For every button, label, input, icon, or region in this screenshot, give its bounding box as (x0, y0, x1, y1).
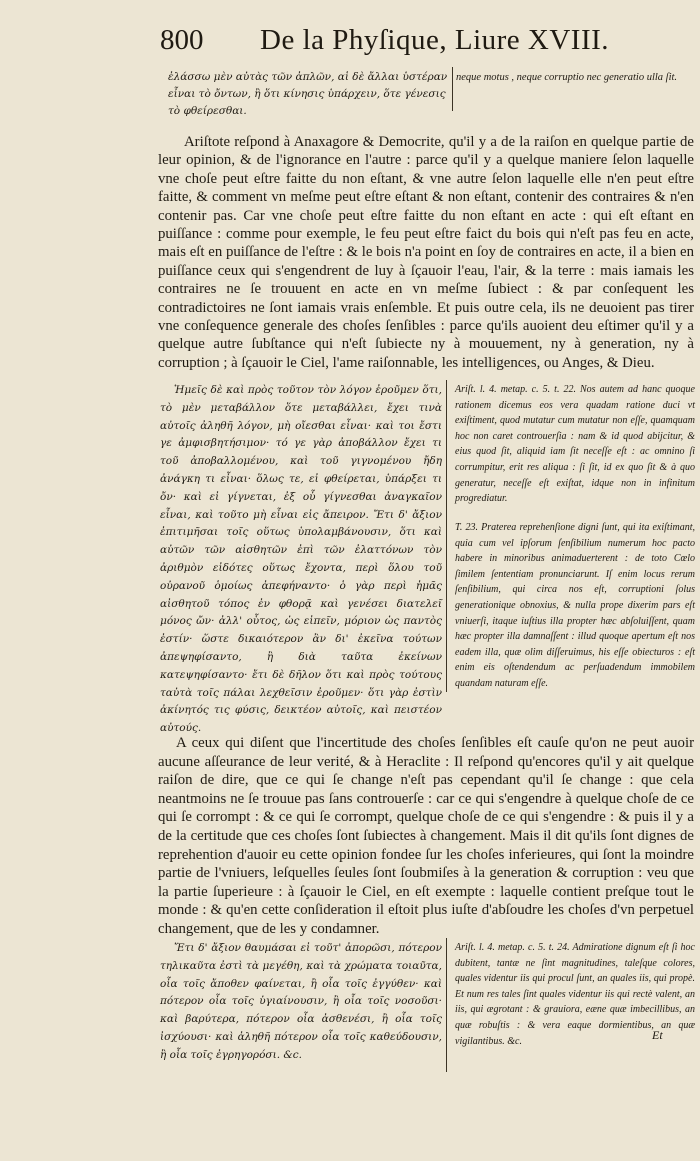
catchword: Et (652, 1028, 663, 1042)
running-header (160, 24, 680, 68)
latin-note-t23: T. 23. Praterea reprehenſione digni ſunt, qui ita exiſtimant, quia cum vel ipſorum ſenſibilium numerum hoc pacto habere in minoribus animaduerterent : de toto Cœlo ſimilem ſententiam pronunciarunt. Iſ enim locus rerum ſenſibilium, qui circa nos eſt, corruptioni ſolus generationique obnoxius, & nulla prope dixerim pars eſt vniuerſi, itaque iuſtius illa propter hæc abſoluiſſent, quam hæc propter illa damnaſſent : illud quoque apertum eſt nos eadem illa, quæ olim diſſeruimus, his eſſe obiecturos : eſt enim eis oſtendendum ac perſuadendum immobilem quandam naturam eſſe. (455, 522, 695, 689)
french-paragraph-2: A ceux qui diſent que l'incertitude des choſes ſenſibles eſt cauſe qu'on ne peut auoir aucune aſſeurance de leur verité, & à Heraclite : Il reſpond qu'encores qu'il y ait quelque raiſon de dire, que ce qui ſe change n'eſt pas cependant qu'il ſe change : que cela neantmoins ne ſe trouue pas ſans controuerſe : car ce qui s'engendre à quelque choſe de ce qui ſe corrompt : & ce qui ſe corrompt, quelque choſe de ce qui s'engendre : & puis il y a de la certitude que ces choſes ſont ſubiectes à changement. Mais il dit qu'ils ſont dignes de reprehention d'auoir eu cette opinion fondee ſur les choſes inferieures, qui ſont la moindre partie de l'vniuers, leſquelles ſeules ſont ſoubmiſes à la generation & corruption : veu que la partie ſuperieure : à ſçauoir le Ciel, en eſt exempte : laquelle contient preſque tout le monde : & qu'en cette conſideration il eſtoit plus iuſte d'abſoudre les choſes d'vn perpetuel changement, que de les y condamner. (158, 735, 694, 937)
latin-note-t22: Ariſt. l. 4. metap. c. 5. t. 22. Nos autem ad hanc quoque rationem dicemus eos vera quadam ratione duci vt exiſtiment, quod mutatur cum mutatur non eſſe, quamquam hoc non caret controuerſia : nam & id quod abijcitur, & eius quod ſit, aliquid iam ſit neceſſe eſt : ac omnino ſi corrumpitur, erit res aliqua : ſi ſit, id ex quo ſit & à quo generatur, neceſſe eſt exiſtat, idque non in infinitum progrediatur. (455, 384, 695, 505)
column-rule-top (452, 67, 453, 111)
greek-text-bottom: Ἔτι δ' ἄξιον θαυμάσαι εἰ τοῦτ' ἀπορῶσι, πότερον τηλικαῦτα ἐστὶ τὰ μεγέθη, καὶ τὰ χρώματα τοιαῦτα, οἷα τοῖς ἄποθεν φαίνεται, ἢ οἷα τοῖς ἐγγύθεν· καὶ πότερον οἷα τοῖς ὑγιαίνουσιν, ἢ οἷα τοῖς νοσοῦσι· καὶ βαρύτερα, πότερον οἷα ἀσθενέσι, ἢ οἷα τοῖς ἰσχύουσι· καὶ ἀληθῆ πότερον οἷα τοῖς καθεύδουσιν, ἢ οἷα τοῖς ἐγρηγορόσι. &c. (160, 942, 442, 1061)
greek-text-top: ἐλάσσω μὲν αὐτὰς τῶν ἀπλῶν, αἱ δὲ ἄλλαι ὑστέραν εἶναι τὸ ὄντων, ἢ ὅτι κίνησις ὑπάρχειν, ὅτε γένεσις τὸ φθείρεσθαι. (168, 71, 448, 117)
latin-text-top: neque motus , neque corruptio nec generatio ulla ſit. (456, 72, 678, 83)
latin-note-t24: Ariſt. l. 4. metap. c. 5. t. 24. Admiratione dignum eſt ſi hoc dubitent, tantæ ne ſint magnitudines, taleſque colores, quales videntur iis qui procul ſunt, an quales iis, qui propè. Et num res tales ſint quales videntur iis qui rectè valent, an iis, qui ægrotant : & grauiora, eæne quæ imbecillibus, an quæ robuſtis : & vera eaque dormientibus, an quæ vigilantibus. &c. (455, 942, 695, 1047)
page-number: 800 (160, 24, 204, 56)
french-paragraph-1: Ariſtote reſpond à Anaxagore & Democrite, qu'il y a de la raiſon en quelque partie de leur opinion, & de l'ignorance en l'autre : parce qu'il y a quelque maniere ſelon laquelle vne choſe peut eſtre faitte du non eſtant, & vne autre ſelon laquelle elle n'en peut eſtre faitte, & comment vn meſme peut eſtre eſtant & non eſtant, contenir des contraires & n'en contenir pas. Car vne choſe peut eſtre faitte du non eſtant en acte : qui eſt eſtant en puiſſance : comme pour exemple, le feu peut eſtre faict du bois qui n'eſt pas feu en acte, mais eſt en puiſſance de l'eſtre : & le bois n'a point en ſoy de contraires en acte, il a bien en puiſſance ceux qui s'engendrent de luy à ſçauoir l'eau, l'air, & la terre : mais iamais les contraires ne ſe trouuent en acte en vn meſme ſubiect : & par conſequent les contradictoires ne ſont iamais vrais enſemble. Et puis outre cela, ils ne deuoient pas tirer vne conſequence generale des choſes ſenſibles : parce qu'ils auoient deu eſtimer qu'il y a quelque autre ſubſtance qui n'eſt ſubiecte ny à mouuement, ny à generation, ny à corruption ; à ſçauoir le Ciel, l'ame raiſonnable, les intelligences, ou Anges, & Dieu. (158, 134, 694, 371)
greek-text-middle: Ἡμεῖς δὲ καὶ πρὸς τοῦτον τὸν λόγον ἐροῦμεν ὅτι, τὸ μὲν μεταβάλλον ὅτε μεταβάλλει, ἔχει τινὰ αὐτοῖς ἀληθῆ λόγον, μὴ οἴεσθαι εἶναι· καὶ τοι ἔστι γε ἀμφισβητήσιμον· τό γε γὰρ ἀποβάλλον ἔχει τι τοῦ ἀποβαλλομένου, καὶ τοῦ γιγνομένου ἤδη ἀνάγκη τι εἶναι· ὅλως τε, εἰ φθείρεται, ὑπάρξει τι ὄν· καὶ εἰ γίγνεται, ἐξ οὗ γίγνεσθαι ἀναγκαῖον εἶναι, καὶ τοῦτο μὴ εἶναι εἰς ἄπειρον. Ἔτι δ' ἄξιον ἐπιτιμῆσαι τοῖς οὕτως ὑπολαμβάνουσιν, ὅτι καὶ αὐτῶν τῶν αἰσθητῶν ἐπὶ τῶν ἐλαττόνων τὸν ἀριθμὸν εἰδότες οὕτως ἔχοντα, περὶ ὅλου τοῦ οὐρανοῦ ὁμοίως ἀπεφήναντο· ὁ γὰρ περὶ ἡμᾶς αἰσθητοῦ τόπος ἐν φθορᾷ καὶ γενέσει διατελεῖ μόνος ὤν· ἀλλ' οὗτος, ὡς εἰπεῖν, μόριον ὡς παντὸς ἐστίν· ὥστε δικαιότερον ἂν δι' ἐκεῖνα τούτων ἀπεψηφίσαντο, ἢ διὰ ταῦτα ἐκείνων κατεψηφίσαντο· ἔτι δὲ δῆλον ὅτι καὶ πρὸς τούτους ταὐτὰ τοῖς πάλαι λεχθεῖσιν ἐροῦμεν· ὅτι γὰρ ἐστὶν ἀκίνητός τις φύσις, δεικτέον αὐτοῖς, καὶ πειστέον αὐτούς. (160, 384, 442, 735)
column-rule-middle (446, 380, 447, 692)
running-title: De la Phyſique, Liure XVIII. (260, 24, 610, 56)
column-rule-bottom (446, 938, 447, 1072)
